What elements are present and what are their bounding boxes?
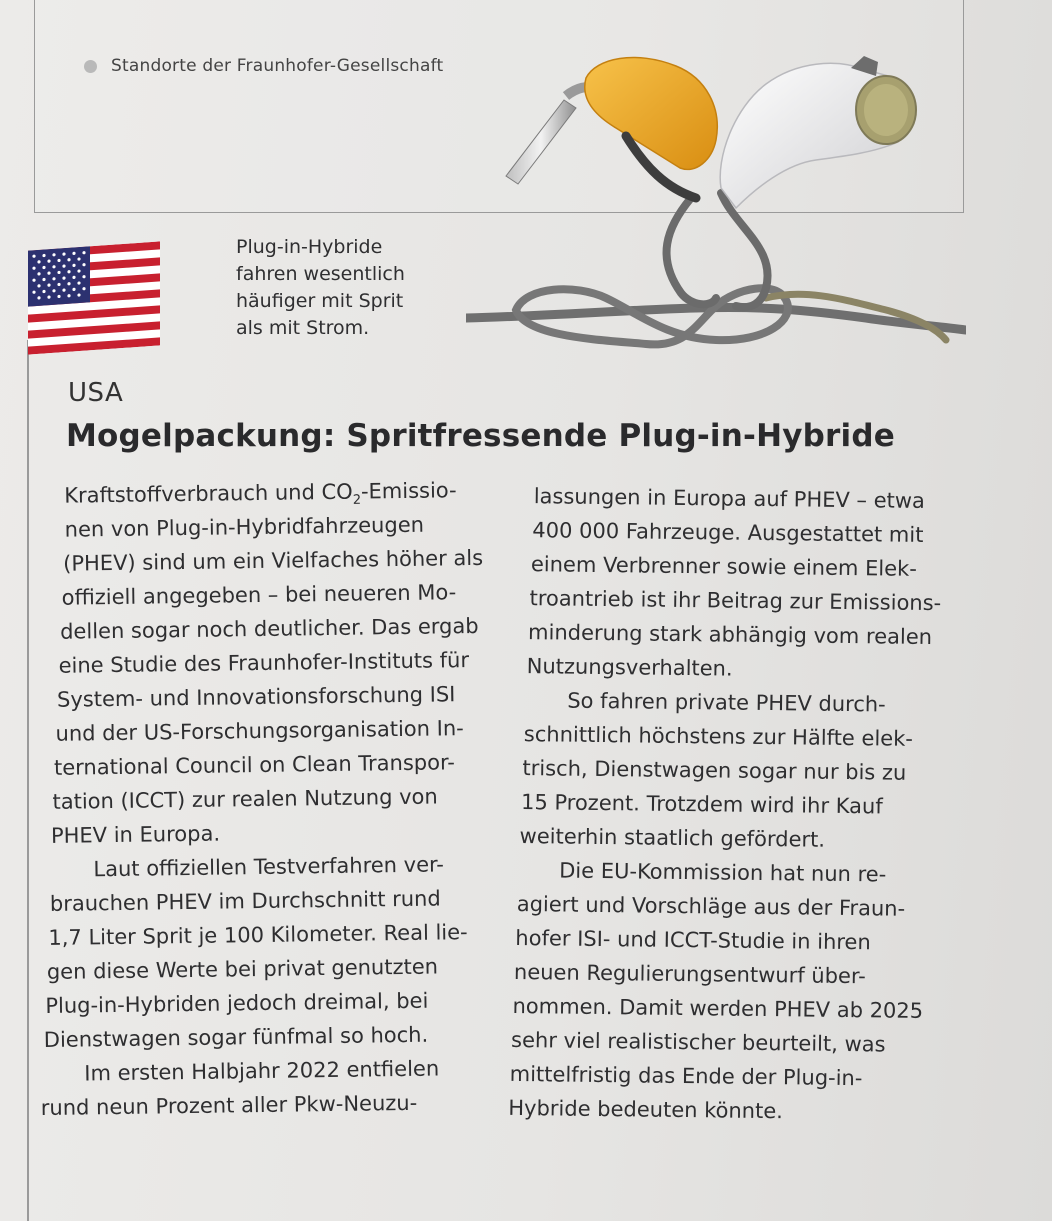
paragraph-line: ternational Council on Clean Transpor- (53, 750, 456, 780)
fuel-nozzle-and-ev-plug-illustration (466, 48, 966, 358)
text-run: -Emissio- (360, 478, 457, 504)
paragraph-line: 1,7 Liter Sprit je 100 Kilometer. Real lie- (48, 920, 468, 950)
image-caption (236, 234, 405, 342)
paragraph-line: Hybride bedeuten könnte. (508, 1095, 784, 1124)
paragraph-line: gen diese Werte bei privat genutzten (46, 954, 439, 984)
paragraph-line: neuen Regulierungsentwurf über- (513, 959, 866, 989)
subscript: 2 (352, 492, 362, 508)
caption-line: Plug-in-Hybride (236, 236, 383, 258)
paragraph-line: troantrieb ist ihr Beitrag zur Emissions- (529, 586, 942, 616)
paragraph-line: agiert und Vorschläge aus der Fraun- (516, 891, 906, 921)
paragraph-line: lassungen in Europa auf PHEV – etwa (533, 484, 926, 513)
article-headline: Mogelpackung: Spritfressende Plug-in-Hybride (66, 418, 895, 454)
paragraph-line: System- und Innovationsforschung ISI (56, 682, 456, 712)
paragraph-line: nen von Plug-in-Hybridfahrzeugen (64, 512, 425, 542)
article-right-column (508, 479, 943, 1130)
paragraph-line: Im ersten Halbjahr 2022 entfielen (84, 1056, 440, 1086)
paragraph-line: 15 Prozent. Trotzdem wird ihr Kauf (520, 790, 883, 819)
paragraph-line: sehr viel realistischer beurteilt, was (510, 1027, 886, 1057)
paragraph-line: Plug-in-Hybriden jedoch dreimal, bei (45, 988, 429, 1018)
paragraph-line: trisch, Dienstwagen sogar nur bis zu (522, 756, 907, 785)
legend-dot-icon (84, 60, 97, 73)
caption-line: häufiger mit Sprit (236, 290, 404, 312)
paragraph-line: Die EU-Kommission hat nun re- (559, 858, 887, 887)
map-legend (84, 56, 443, 76)
paragraph-line: schnittlich höchstens zur Hälfte elek- (523, 722, 914, 751)
text-run: Kraftstoffverbrauch und CO (64, 479, 353, 508)
paragraph-line: 400 000 Fahrzeuge. Ausgestattet mit (532, 518, 924, 547)
article-left-column (40, 473, 491, 1125)
paragraph-line: hofer ISI- und ICCT-Studie in ihren (515, 925, 871, 955)
paragraph-line: tation (ICCT) zur realen Nutzung von (52, 784, 438, 814)
paragraph-line: So fahren private PHEV durch- (567, 688, 886, 717)
paragraph-line: dellen sogar noch deutlicher. Das ergab (59, 613, 479, 644)
us-flag-icon (28, 241, 160, 354)
paragraph-line: Laut offiziellen Testverfahren ver- (93, 852, 445, 882)
paragraph-line: nommen. Damit werden PHEV ab 2025 (512, 993, 924, 1023)
legend-label: Standorte der Fraunhofer-Gesellschaft (111, 56, 444, 76)
paragraph-line: weiterhin staatlich gefördert. (519, 824, 826, 852)
paragraph-line: (PHEV) sind um ein Vielfaches höher als (63, 545, 484, 576)
paragraph-line: und der US-Forschungsorganisation In- (55, 716, 464, 746)
paragraph-line: Dienstwagen sogar fünfmal so hoch. (43, 1022, 429, 1052)
paragraph-line (64, 473, 482, 513)
paragraph-line: minderung stark abhängig vom realen (527, 620, 933, 650)
paragraph-line: einem Verbrenner sowie einem Elek- (530, 552, 918, 581)
caption-line: fahren wesentlich (236, 263, 405, 285)
paragraph-line: Nutzungsverhalten. (526, 654, 733, 681)
section-label: USA (68, 378, 124, 408)
caption-line: als mit Strom. (236, 317, 370, 339)
paragraph-line: PHEV in Europa. (50, 821, 221, 848)
paragraph-line: mittelfristig das Ende der Plug-in- (509, 1061, 863, 1091)
page-margin-rule (27, 340, 29, 1221)
paragraph-line: brauchen PHEV im Durchschnitt rund (49, 886, 441, 916)
paragraph-line: rund neun Prozent aller Pkw-Neuzu- (40, 1090, 418, 1121)
paragraph-line: offiziell angegeben – bei neueren Mo- (61, 580, 457, 610)
paragraph-line: eine Studie des Fraunhofer-Instituts für (58, 648, 470, 678)
